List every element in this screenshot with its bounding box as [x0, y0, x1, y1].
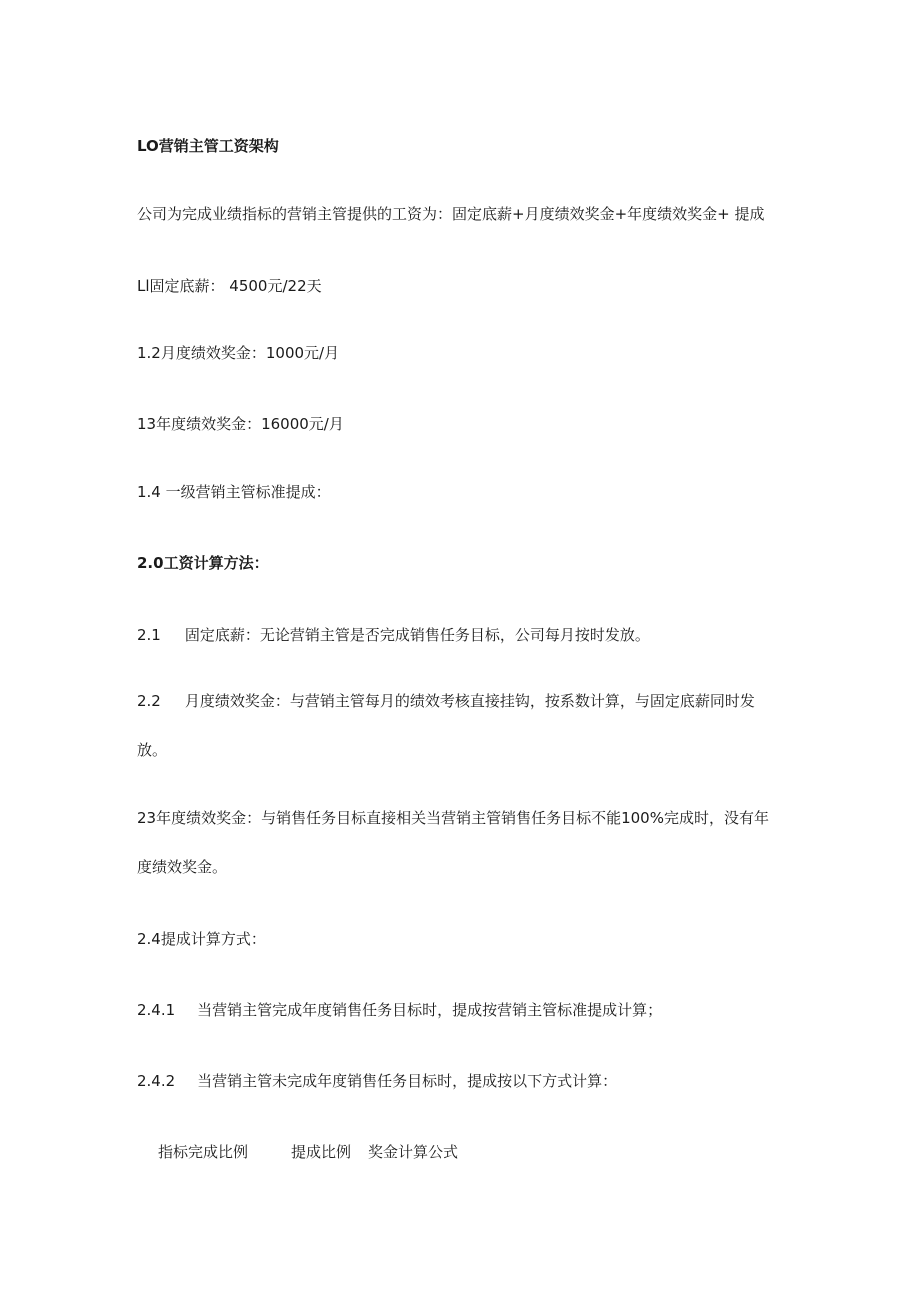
header-bonus-formula: 奖金计算公式 — [368, 1143, 459, 1161]
item-2-3-line1: 23年度绩效奖金：与销售任务目标直接相关当营销主管销售任务目标不能100%完成时，没有年 — [137, 809, 769, 827]
item-2-4-2-number: 2.4.2 — [137, 1072, 176, 1090]
item-2-2 — [137, 691, 755, 711]
item-2-4-2-text: 当营销主管未完成年度销售任务目标时，提成按以下方式计算： — [197, 1072, 618, 1090]
item-2-4-1-number: 2.4.1 — [137, 1001, 176, 1019]
item-1-3: 13年度绩效奖金：16000元/月 — [137, 415, 344, 433]
item-2-3-line2: 度绩效奖金。 — [137, 858, 228, 876]
item-2-1 — [137, 625, 650, 645]
item-2-2-number: 2.2 — [137, 692, 161, 710]
item-1-1: Ll固定底薪： 4500元/22天 — [137, 277, 322, 295]
item-2-4-1 — [137, 1000, 662, 1020]
section-2-title: 2.0工资计算方法： — [137, 554, 269, 572]
item-2-1-text: 固定底薪：无论营销主管是否完成销售任务目标，公司每月按时发放。 — [184, 626, 650, 644]
header-commission-ratio: 提成比例 — [291, 1143, 352, 1161]
item-2-2-text-line2: 放。 — [137, 741, 168, 759]
item-2-1-number: 2.1 — [137, 626, 161, 644]
header-completion-ratio: 指标完成比例 — [158, 1143, 249, 1161]
item-1-4: 1.4 一级营销主管标准提成： — [137, 483, 331, 501]
item-2-4-1-text: 当营销主管完成年度销售任务目标时，提成按营销主管标准提成计算； — [197, 1001, 663, 1019]
item-2-4: 2.4提成计算方式： — [137, 930, 266, 948]
item-2-4-2 — [137, 1071, 617, 1091]
commission-table-header — [158, 1142, 458, 1162]
item-2-2-text-line1: 月度绩效奖金：与营销主管每月的绩效考核直接挂钩，按系数计算，与固定底薪同时发 — [184, 692, 755, 710]
item-1-2: 1.2月度绩效奖金：1000元/月 — [137, 344, 340, 362]
document-title: LO营销主管工资架构 — [137, 137, 279, 155]
intro-paragraph: 公司为完成业绩指标的营销主管提供的工资为：固定底薪+月度绩效奖金+年度绩效奖金+ 提成 — [137, 205, 765, 223]
